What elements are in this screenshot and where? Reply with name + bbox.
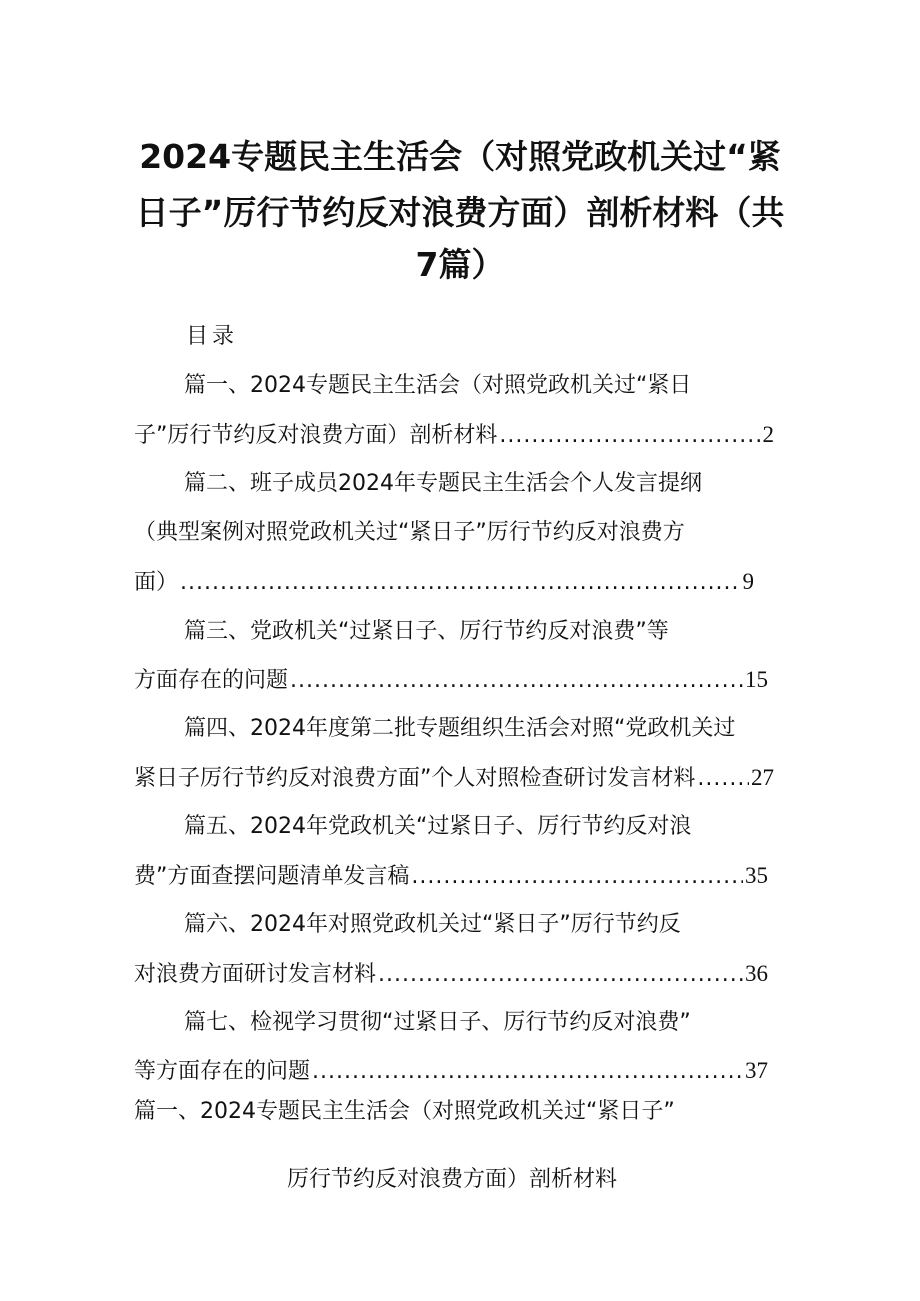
document-title-line-2: 日子”厉行节约反对浪费方面）剖析材料（共 — [135, 193, 785, 232]
toc-entry-5-line-1[interactable]: 篇五、2024年党政机关“过紧日子、厉行节约反对浪 — [184, 814, 692, 839]
toc-leader-dots — [180, 568, 740, 598]
toc-entry-7-line-1[interactable]: 篇七、检视学习贯彻“过紧日子、厉行节约反对浪费” — [184, 1010, 691, 1035]
doc-heading-line-2: 厉行节约反对浪费方面）剖析材料 — [287, 1167, 618, 1192]
toc-entry-2-line-1[interactable]: 篇二、班子成员2024年专题民主生活会个人发言提纲 — [184, 471, 702, 496]
toc-entry-3-line-2: 方面存在的问题 — [134, 668, 289, 693]
toc-entry-1-last-line[interactable] — [134, 420, 774, 451]
toc-entry-1-page: 2 — [762, 422, 774, 447]
toc-entry-7-page: 37 — [745, 1058, 768, 1083]
document-title-line-3: 7篇） — [415, 245, 505, 284]
toc-entry-4-line-1[interactable]: 篇四、2024年度第二批专题组织生活会对照“党政机关过 — [184, 716, 736, 741]
toc-leader-dots — [499, 421, 760, 451]
toc-leader-dots — [378, 960, 743, 990]
toc-entry-4-page: 27 — [751, 765, 774, 790]
toc-entry-3-last-line[interactable] — [134, 665, 768, 696]
toc-entry-5-page: 35 — [745, 863, 768, 888]
toc-label: 目录 — [186, 324, 239, 349]
toc-entry-3-page: 15 — [745, 667, 768, 692]
doc-heading-line-1: 篇一、2024专题民主生活会（对照党政机关过“紧日子” — [134, 1099, 675, 1124]
toc-entry-1-line-1[interactable]: 篇一、2024专题民主生活会（对照党政机关过“紧日 — [184, 373, 692, 398]
toc-entry-1-line-2: 子”厉行节约反对浪费方面）剖析材料 — [134, 423, 498, 448]
toc-entry-5-line-2: 费”方面查摆问题清单发言稿 — [134, 864, 410, 889]
document-title-line-1: 2024专题民主生活会（对照党政机关过“紧 — [139, 137, 781, 176]
toc-entry-3-line-1[interactable]: 篇三、党政机关“过紧日子、厉行节约反对浪费”等 — [184, 619, 669, 644]
toc-leader-dots — [697, 764, 749, 794]
toc-leader-dots — [312, 1057, 743, 1087]
toc-entry-4-last-line[interactable] — [134, 763, 774, 794]
toc-entry-2-last-line[interactable] — [134, 567, 754, 598]
toc-entry-2-line-2[interactable]: （典型案例对照党政机关过“紧日子”厉行节约反对浪费方 — [134, 520, 685, 545]
toc-entry-5-last-line[interactable] — [134, 861, 768, 892]
toc-entry-7-line-2: 等方面存在的问题 — [134, 1059, 311, 1084]
toc-entry-6-last-line[interactable] — [134, 959, 768, 990]
toc-entry-6-page: 36 — [745, 961, 768, 986]
toc-entry-7-last-line[interactable] — [134, 1056, 768, 1087]
toc-entry-2-line-3: 面） — [134, 570, 179, 595]
toc-entry-2-page: 9 — [742, 569, 754, 594]
toc-leader-dots — [290, 666, 743, 696]
toc-leader-dots — [411, 862, 743, 892]
toc-entry-4-line-2: 紧日子厉行节约反对浪费方面”个人对照检查研讨发言材料 — [134, 766, 696, 791]
toc-entry-6-line-1[interactable]: 篇六、2024年对照党政机关过“紧日子”厉行节约反 — [184, 912, 681, 937]
toc-entry-6-line-2: 对浪费方面研讨发言材料 — [134, 962, 377, 987]
